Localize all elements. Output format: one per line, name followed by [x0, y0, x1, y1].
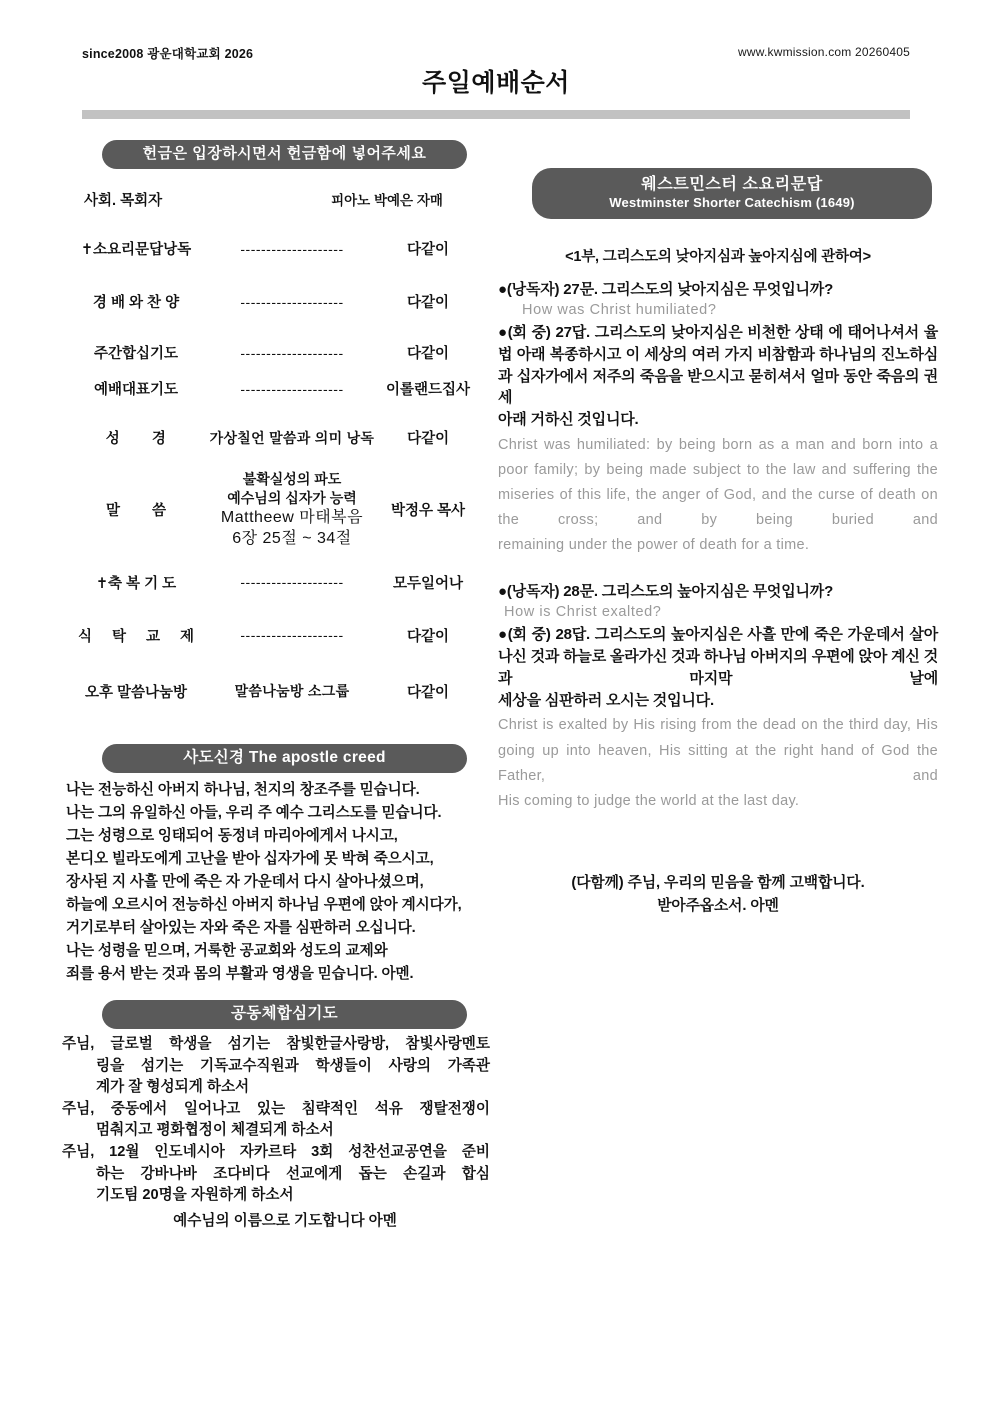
- creed-line: 나는 성령을 믿으며, 거룩한 공교회와 성도의 교제와: [66, 942, 388, 959]
- order-item-detail: --------------------: [240, 574, 344, 591]
- creed-line: 그는 성령으로 잉태되어 동정녀 마리아에게서 나시고,: [66, 828, 398, 845]
- answer-english: [498, 713, 938, 813]
- order-item-who: 다같이: [406, 346, 450, 362]
- prayer-line: 링을 섬기는 기독교수직원과 학생들이 사랑의 가족관: [96, 1057, 490, 1074]
- order-item-detail: --------------------: [240, 344, 344, 361]
- order-item-detail: --------------------: [240, 627, 344, 644]
- order-item-detail: --------------------: [240, 240, 344, 257]
- prayer-line: 계가 잘 형성되게 하소서: [96, 1079, 250, 1096]
- website-date-label: www.kwmission.com 20260405: [738, 45, 910, 59]
- order-item-detail: --------------------: [240, 293, 344, 310]
- section-header-community-prayer: 공동체합심기도: [102, 1000, 467, 1030]
- moderator-label: 사회. 목회자: [84, 193, 163, 209]
- pianist-label: 피아노 박예은 자매: [331, 193, 443, 208]
- creed-line: 거기로부터 살아있는 자와 죽은 자를 심판하러 오십니다.: [66, 919, 416, 936]
- answer-english-last: remaining under the power of death for a time.: [498, 537, 810, 554]
- creed-line: 장사된 지 사흘 만에 죽은 자 가운데서 다시 살아나셨으며,: [66, 873, 424, 890]
- question-english: How was Christ humiliated?: [522, 302, 717, 319]
- order-item-who: 박정우 목사: [390, 503, 466, 520]
- order-item-who: 다같이: [406, 295, 450, 311]
- page-header: [0, 44, 992, 64]
- table-row: [62, 291, 482, 312]
- table-row: [62, 681, 482, 702]
- answer-korean-head: ●(회 중) 27답. 그리스도의 낮아지심은 비천한 상태: [498, 324, 824, 342]
- creed-line: 죄를 용서 받는 것과 몸의 부활과 영생을 믿습니다. 아멘.: [66, 965, 414, 982]
- answer-korean-head: ●(회 중) 28답. 그리스도의 높아지심은 사흘 만에: [498, 626, 810, 644]
- sermon-scripture-verses: 6장 25절 ~ 34절: [232, 530, 352, 548]
- question-english: How is Christ exalted?: [504, 604, 662, 621]
- creed-line: 나는 전능하신 아버지 하나님, 천지의 창조주를 믿습니다.: [66, 782, 420, 799]
- creed-line: 하늘에 오르시어 전능하신 아버지 하나님 우편에 앉아 계시다가,: [66, 896, 462, 913]
- prayer-amen-line: 예수님의 이름으로 기도합니다 아멘: [173, 1212, 397, 1229]
- table-row: [62, 238, 482, 259]
- list-item: [62, 1034, 490, 1099]
- prayer-line: 주님, 글로벌 학생을 섬기는 참빛한글사랑방, 참빛사랑멘토: [62, 1036, 490, 1053]
- question-korean: ●(낭독자) 28문. 그리스도의 높아지심은 무엇입니까?: [498, 583, 834, 601]
- apostles-creed-body: [62, 779, 482, 985]
- order-item-name: 예배대표기도: [93, 382, 179, 398]
- prayer-line: 기도팀 20명을 자원하게 하소서: [96, 1187, 294, 1204]
- list-item: [62, 1142, 490, 1207]
- order-item-name: 말 씀: [105, 503, 181, 520]
- catechism-qa-28: [498, 582, 938, 814]
- order-item-detail: --------------------: [240, 380, 344, 397]
- sermon-scripture-book: Mattheew 마태복음: [220, 509, 364, 527]
- prayer-line: 멈춰지고 평화협정이 체결되게 하소서: [96, 1122, 334, 1139]
- order-of-service-table: [62, 238, 482, 702]
- answer-korean: [498, 322, 938, 431]
- order-item-who: 다같이: [406, 242, 450, 258]
- since-label: since2008 광운대학교회 2026: [82, 47, 254, 61]
- order-item-name: 경 배 와 찬 양: [92, 295, 180, 311]
- left-column: [62, 140, 490, 1230]
- prayer-line: 주님, 12월 인도네시아 자카르타 3회 성찬선교공연을 준비: [62, 1144, 490, 1161]
- order-item-who: 다같이: [407, 431, 450, 447]
- table-row: [62, 427, 482, 448]
- order-item-detail: 말씀나눔방 소그룹: [234, 683, 350, 700]
- closing-line: (다함께) 주님, 우리의 믿음을 함께 고백합니다.: [571, 874, 865, 891]
- catechism-part-title: <1부, 그리스도의 낮아지심과 높아지심에 관하여>: [565, 248, 871, 265]
- answer-korean-last: 세상을 심판하러 오시는 것입니다.: [498, 691, 714, 709]
- answer-english-body: Christ is exalted by His rising from the dead on the third day, His going up into heaven, His sitting at the right hand of God the Father, and: [498, 717, 938, 784]
- table-row: [62, 470, 482, 550]
- answer-english: [498, 433, 938, 558]
- table-row: [62, 625, 482, 646]
- order-item-who: 다같이: [406, 684, 450, 701]
- closing-confession: [498, 872, 938, 919]
- section-header-offering: 헌금은 입장하시면서 헌금함에 넣어주세요: [102, 140, 467, 169]
- answer-english-body: Christ was humiliated: by being born as a man and born into a poor family; by being made subject to the law and suffering the miseries of this life, the anger of God, and the curse of death on the cross; and by being buried and: [498, 436, 938, 529]
- table-row: [62, 572, 482, 593]
- order-item-name: 주간합십기도: [93, 346, 179, 362]
- catechism-title-korean: 웨스트민스터 소요리문답: [641, 176, 823, 193]
- list-item: [62, 1099, 490, 1142]
- creed-line: 본디오 빌라도에게 고난을 받아 십자가에 못 박혀 죽으시고,: [66, 851, 434, 868]
- creed-line: 나는 그의 유일하신 아들, 우리 주 예수 그리스도를 믿습니다.: [66, 805, 442, 822]
- page-title: 주일예배순서: [422, 69, 570, 97]
- order-item-name: ✝소요리문답낭독: [80, 242, 192, 258]
- section-header-apostles-creed: 사도신경 The apostle creed: [102, 744, 467, 774]
- order-item-detail: 가상칠언 말씀과 의미 낭독: [209, 429, 375, 446]
- catechism-qa-27: [498, 280, 938, 558]
- table-row: [62, 378, 482, 399]
- order-item-who: 이롤랜드집사: [385, 382, 471, 398]
- table-row: [62, 342, 482, 363]
- answer-korean-body: 죽은 가운데서 살아나신 것과 하늘로 올라가신 것과 하나님 아버지의 우편에 앉아 계신 것과 마지막 날에: [498, 626, 938, 687]
- answer-korean-last: 아래 거하신 것입니다.: [498, 411, 639, 429]
- right-column: [498, 168, 938, 919]
- sermon-title-line-1: 불확실성의 파도: [242, 471, 342, 487]
- closing-line: 받아주옵소서. 아멘: [657, 898, 779, 915]
- sermon-title-line-2: 예수님의 십자가 능력: [227, 489, 357, 506]
- answer-korean: [498, 624, 938, 711]
- prayer-line: 주님, 중동에서 일어나고 있는 침략적인 석유 쟁탈전쟁이: [62, 1100, 490, 1117]
- order-item-name: 식 탁 교 제: [77, 628, 203, 645]
- answer-english-last: His coming to judge the world at the last day.: [498, 792, 800, 809]
- question-korean: ●(낭독자) 27문. 그리스도의 낮아지심은 무엇입니까?: [498, 280, 834, 298]
- order-item-name: 성 경: [105, 431, 180, 447]
- order-item-name: 오후 말씀나눔방: [84, 684, 188, 701]
- order-item-who: 모두일어나: [392, 575, 464, 592]
- prayer-line: 하는 강바나바 조다비다 선교에게 돕는 손길과 합심: [96, 1165, 490, 1182]
- order-item-name: ✝축 복 기 도: [95, 575, 177, 592]
- sermon-detail: [210, 470, 374, 550]
- order-item-who: 다같이: [406, 628, 450, 645]
- answer-korean-body: 에 태어나셔서 율법 아래 복종하시고 이 세상의 여러 가지 비참함과 하나님의 진노하심과 십자가에서 저주의 죽음을 받으시고 묻히셔서 얼마 동안 죽음의 권세: [498, 324, 939, 407]
- community-prayer-body: [62, 1034, 490, 1230]
- worship-leaders-row: [62, 189, 482, 210]
- title-divider: [82, 110, 910, 119]
- catechism-title-english: Westminster Shorter Catechism (1649): [609, 195, 855, 211]
- section-header-catechism: [532, 168, 932, 219]
